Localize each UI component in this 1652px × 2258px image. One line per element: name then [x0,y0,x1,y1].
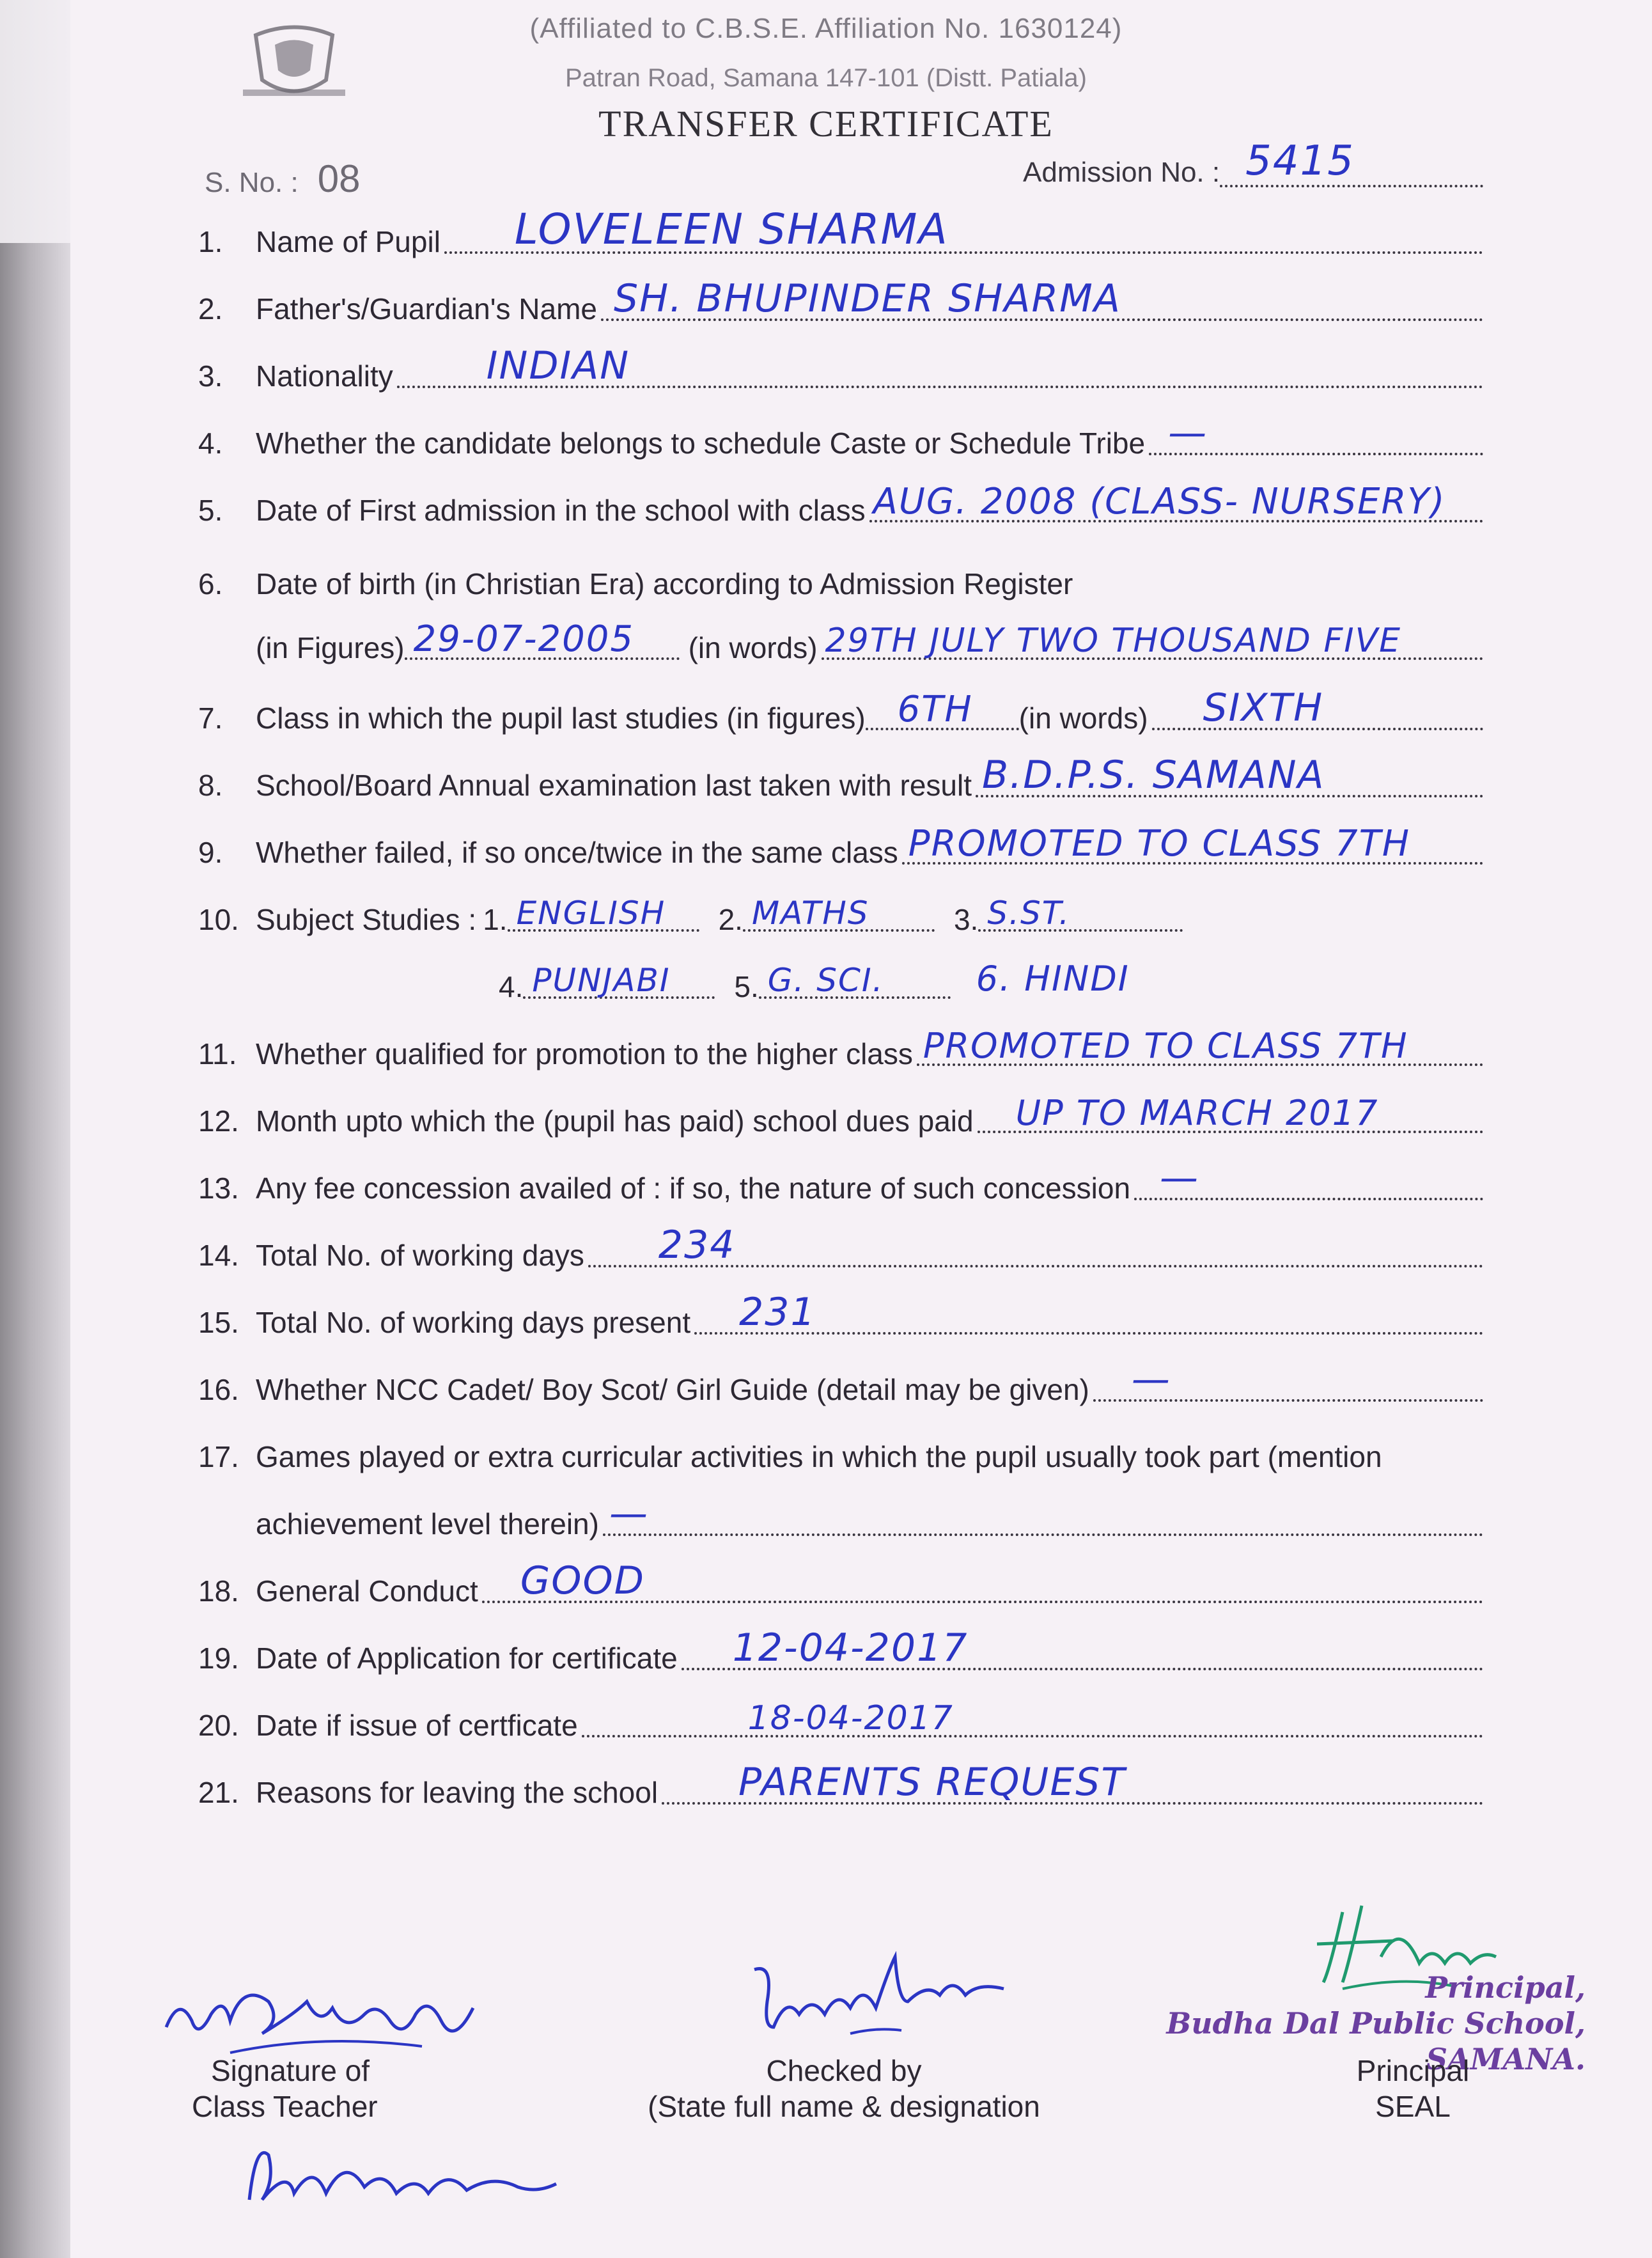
document-title: TRANSFER CERTIFICATE [598,103,1054,145]
field-row [198,1087,1483,1138]
subject-number: 4. [499,970,524,1003]
field-label: Month upto which the (pupil has paid) school dues paid [256,1104,974,1138]
field-label: Subject Studies : [256,903,477,936]
subject-number: 5. [734,970,759,1003]
subject-number: 1. [483,903,508,936]
checked-by-line-2: (State full name & designation [648,2090,1040,2123]
dob-figures: 29-07-2005 [413,618,635,660]
class-words-label: (in words) [1018,702,1148,735]
field-number: 2. [198,292,223,325]
field-row [198,409,1483,460]
subject-4: PUNJABI [532,962,671,999]
admission-value: 5415 [1245,137,1355,185]
field-row [198,1624,1483,1675]
field-number: 18. [198,1574,239,1608]
field-row [198,1221,1483,1273]
days-present-value: 231 [739,1290,816,1335]
field-number: 16. [198,1373,239,1406]
scan-margin-left [0,243,77,2258]
leaving-reason-value: PARENTS REQUEST [738,1760,1126,1805]
conduct-value: GOOD [520,1558,645,1603]
checked-by-label [614,2053,1074,2124]
dob-row [198,614,1483,665]
ncc-value: — [1131,1357,1171,1402]
dues-paid-value: UP TO MARCH 2017 [1015,1093,1379,1133]
field-number: 10. [198,903,239,936]
subject-3: S.ST. [987,895,1071,932]
field-row [198,1154,1483,1205]
field-label: Whether failed, if so once/twice in the same class [256,836,898,869]
field-number: 21. [198,1776,239,1809]
field-row [198,819,1483,870]
subjects-row [198,886,1221,937]
field-label: Father's/Guardian's Name [256,292,598,325]
field-label: Whether qualified for promotion to the higher class [256,1037,913,1070]
admission-number [1023,137,1483,189]
field-row [198,1490,1483,1541]
field-number: 19. [198,1642,239,1675]
stamp-line-1: Principal, [1425,1970,1586,2005]
field-row [198,751,1483,803]
teacher-label-line-2: Class Teacher [192,2090,378,2123]
field-label: Class in which the pupil last studies (in figures) [256,702,866,735]
teacher-label [192,2053,378,2124]
field-label: Games played or extra curricular activities in which the pupil usually took part (mention [256,1440,1382,1473]
dob-figures-label: (in Figures) [256,631,405,664]
seal-label: SEAL [1375,2090,1451,2123]
principal-label: Principal [1356,2054,1470,2087]
field-label: General Conduct [256,1574,478,1608]
checked-by-signature [735,1944,1042,2053]
failed-value: PROMOTED TO CLASS 7TH [908,823,1410,865]
field-row [198,342,1483,393]
field-number: 14. [198,1239,239,1272]
subject-6: HINDI [1024,959,1130,999]
field-label: Name of Pupil [256,225,440,258]
subject-2: MATHS [751,895,869,932]
field-label: Total No. of working days present [256,1306,691,1339]
field-label: Date of Application for certificate [256,1642,678,1675]
second-signature [237,2129,569,2225]
working-days-value: 234 [658,1223,736,1267]
field-label: Any fee concession availed of : if so, the nature of such concession [256,1172,1131,1205]
nationality-value: INDIAN [486,343,630,388]
field-row [198,1356,1483,1407]
serial-number [205,157,360,201]
subject-number: 2. [718,903,743,936]
affiliation-line: (Affiliated to C.B.S.E. Affiliation No. 1630124) [529,13,1123,44]
field-number: 7. [198,702,223,735]
field-label: Reasons for leaving the school [256,1776,658,1809]
field-label: Date if issue of certficate [256,1709,578,1742]
field-row [198,476,1483,528]
principal-seal-label [1330,2053,1496,2124]
field-label: Date of First admission in the school with class [256,494,866,527]
field-label: Total No. of working days [256,1239,584,1272]
field-row [198,275,1483,326]
games-value: — [609,1491,649,1536]
caste-value: — [1168,411,1208,455]
field-label: Whether the candidate belongs to schedule Caste or Schedule Tribe [256,427,1146,460]
issue-date-value: 18-04-2017 [747,1699,954,1737]
field-number: 13. [198,1172,239,1205]
field-number: 9. [198,836,223,869]
subject-number: 3. [953,903,979,936]
field-number: 8. [198,769,223,802]
field-number: 4. [198,427,223,460]
field-row [198,1691,1483,1743]
qualified-value: PROMOTED TO CLASS 7TH [923,1026,1408,1066]
serial-label: S. No. : [205,167,299,198]
field-row [198,1423,1483,1474]
field-row [198,1289,1483,1340]
teacher-label-line-1: Signature of [211,2054,370,2087]
field-number: 20. [198,1709,239,1742]
concession-value: — [1160,1156,1200,1200]
stamp-line-3: SAMANA. [1426,2042,1586,2076]
checked-by-line-1: Checked by [766,2054,922,2087]
class-words: SIXTH [1203,686,1324,730]
subjects-row-2 [499,953,1330,1004]
last-exam-value: B.D.P.S. SAMANA [982,753,1325,797]
address-line: Patran Road, Samana 147-101 (Distt. Patiala) [565,64,1087,92]
field-number: 17. [198,1440,239,1473]
father-name: SH. BHUPINDER SHARMA [614,276,1121,321]
field-row [198,1020,1483,1071]
field-label: Date of birth (in Christian Era) according to Admission Register [256,567,1073,600]
field-row [198,1759,1483,1810]
field-label: achievement level therein) [256,1507,599,1541]
field-number: 11. [198,1037,237,1070]
stamp-line-2: Budha Dal Public School, [1166,2006,1586,2041]
field-label: School/Board Annual examination last taken with result [256,769,972,802]
class-figures: 6TH [897,689,973,730]
field-label: Nationality [256,359,393,393]
field-row [198,684,1483,735]
field-row [198,550,1483,601]
admission-label: Admission No. : [1023,157,1220,188]
field-number: 5. [198,494,223,527]
field-row [198,1557,1483,1608]
subject-6-number: 6. [976,959,1012,999]
field-number: 15. [198,1306,239,1339]
field-row [198,205,1483,259]
application-date-value: 12-04-2017 [732,1626,969,1670]
pupil-name: LOVELEEN SHARMA [514,205,949,254]
field-number: 6. [198,567,223,600]
dob-words: 29TH JULY TWO THOUSAND FIVE [825,622,1402,660]
field-number: 12. [198,1104,239,1138]
serial-value: 08 [317,157,361,200]
subject-5: G. SCI. [767,962,884,999]
dob-words-label: (in words) [688,631,818,664]
field-number: 3. [198,359,223,393]
field-label: Whether NCC Cadet/ Boy Scot/ Girl Guide (detail may be given) [256,1373,1089,1406]
subject-1: ENGLISH [516,895,666,932]
first-admission-value: AUG. 2008 (CLASS- NURSERY) [873,481,1446,522]
field-number: 1. [198,225,223,258]
